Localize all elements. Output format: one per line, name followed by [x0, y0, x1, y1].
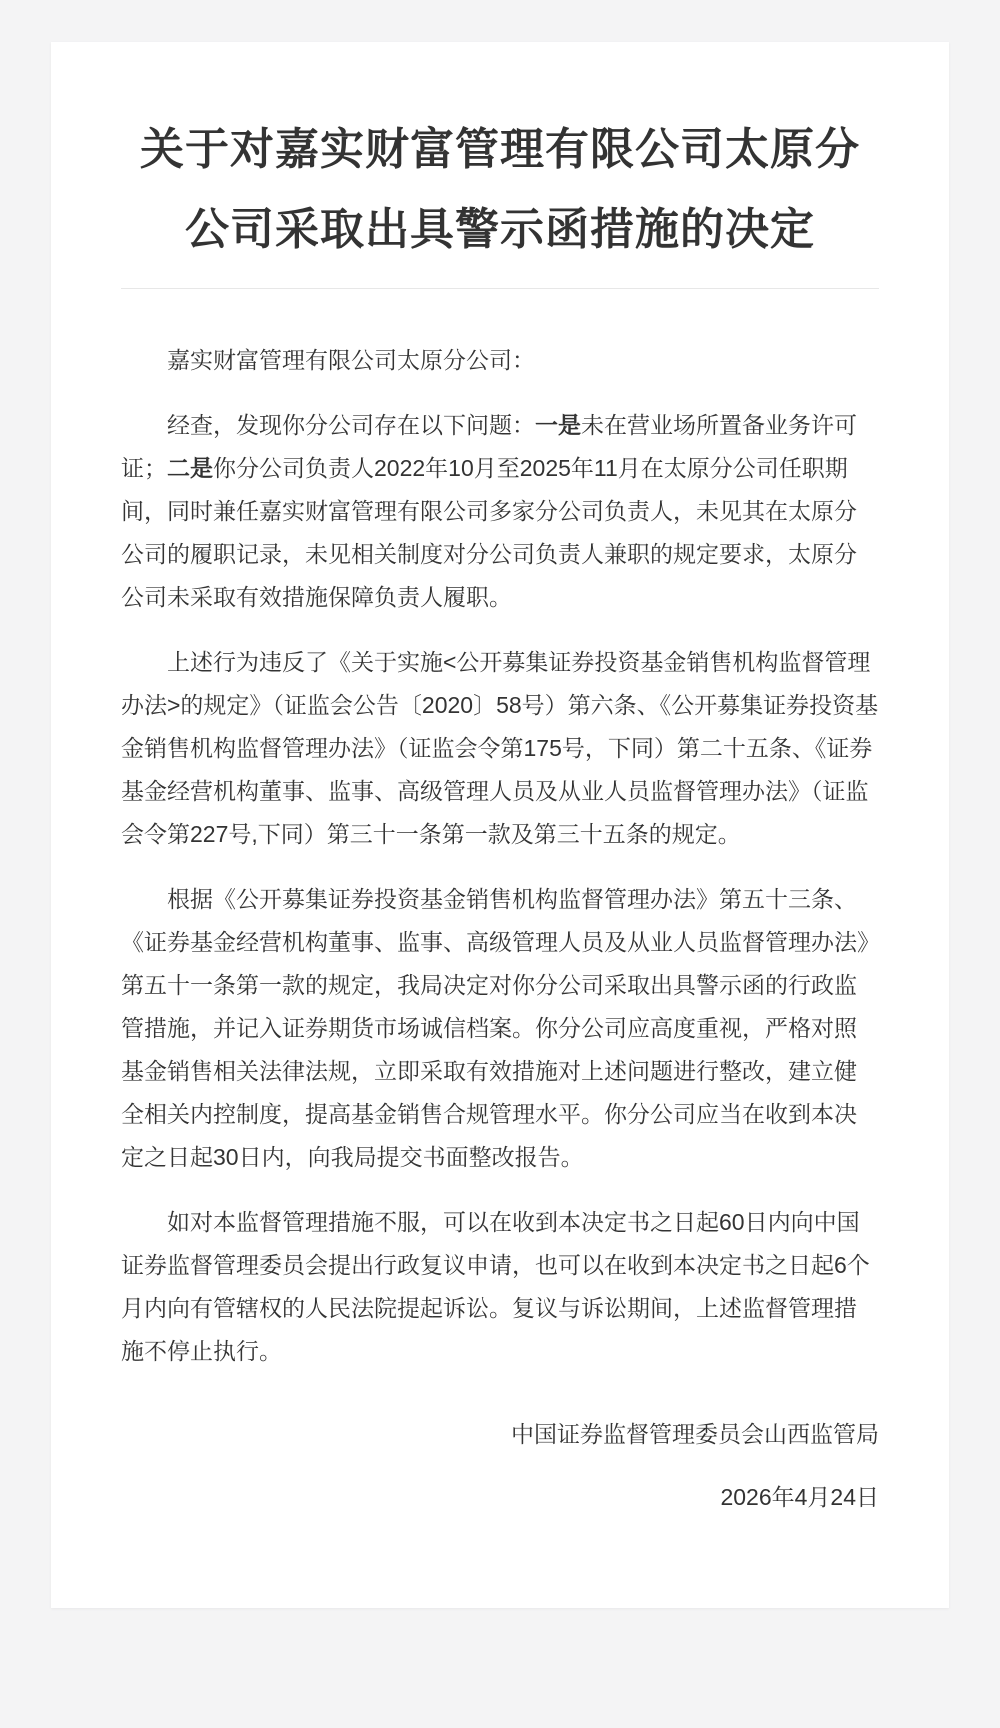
investigation-lead: 经查，发现你分公司存在以下问题：	[167, 412, 535, 438]
issue-one-text: 未在营业场所置备业务许可证；	[121, 412, 857, 481]
document-title-line-1: 关于对嘉实财富管理有限公司太原分	[140, 125, 860, 174]
document-card	[51, 42, 949, 1608]
paragraph-appeal: 如对本监督管理措施不服，可以在收到本决定书之日起60日内向中国证券监督管理委员会提出行政复议申请，也可以在收到本决定书之日起6个月内向有管辖权的人民法院提起诉讼。复议与诉讼期间，上述监督管理措施不停止执行。	[121, 1209, 870, 1364]
issue-two-label: 二是	[167, 455, 213, 481]
document-title	[121, 110, 879, 270]
issue-date: 2026年4月24日	[720, 1484, 879, 1510]
paragraph-violation: 上述行为违反了《关于实施<公开募集证券投资基金销售机构监督管理办法>的规定》（证监会公告〔2020〕58号）第六条、《公开募集证券投资基金销售机构监督管理办法》（证监会令第175号，下同）第二十五条、《证券基金经营机构董事、监事、高级管理人员及从业人员监督管理办法》（证监会令第227号,下同）第三十一条第一款及第三十五条的规定。	[121, 649, 879, 847]
paragraph-decision: 根据《公开募集证券投资基金销售机构监督管理办法》第五十三条、《证券基金经营机构董事、监事、高级管理人员及从业人员监督管理办法》第五十一条第一款的规定，我局决定对你分公司采取出具警示函的行政监管措施，并记入证券期货市场诚信档案。你分公司应高度重视，严格对照基金销售相关法律法规，立即采取有效措施对上述问题进行整改，建立健全相关内控制度，提高基金销售合规管理水平。你分公司应当在收到本决定之日起30日内，向我局提交书面整改报告。	[121, 886, 869, 1170]
issue-two-text: 你分公司负责人2022年10月至2025年11月在太原分公司任职期间，同时兼任嘉实财富管理有限公司多家分公司负责人，未见其在太原分公司的履职记录，未见相关制度对分公司负责人兼职的规定要求，太原分公司未采取有效措施保障负责人履职。	[121, 455, 857, 610]
issue-one-label: 一是	[535, 412, 581, 438]
paragraph-investigation	[121, 404, 879, 619]
title-divider	[121, 288, 879, 289]
salutation: 嘉实财富管理有限公司太原分公司：	[167, 347, 535, 373]
issuer-signature: 中国证券监督管理委员会山西监管局	[511, 1421, 879, 1447]
document-title-line-2: 公司采取出具警示函措施的决定	[185, 205, 815, 254]
